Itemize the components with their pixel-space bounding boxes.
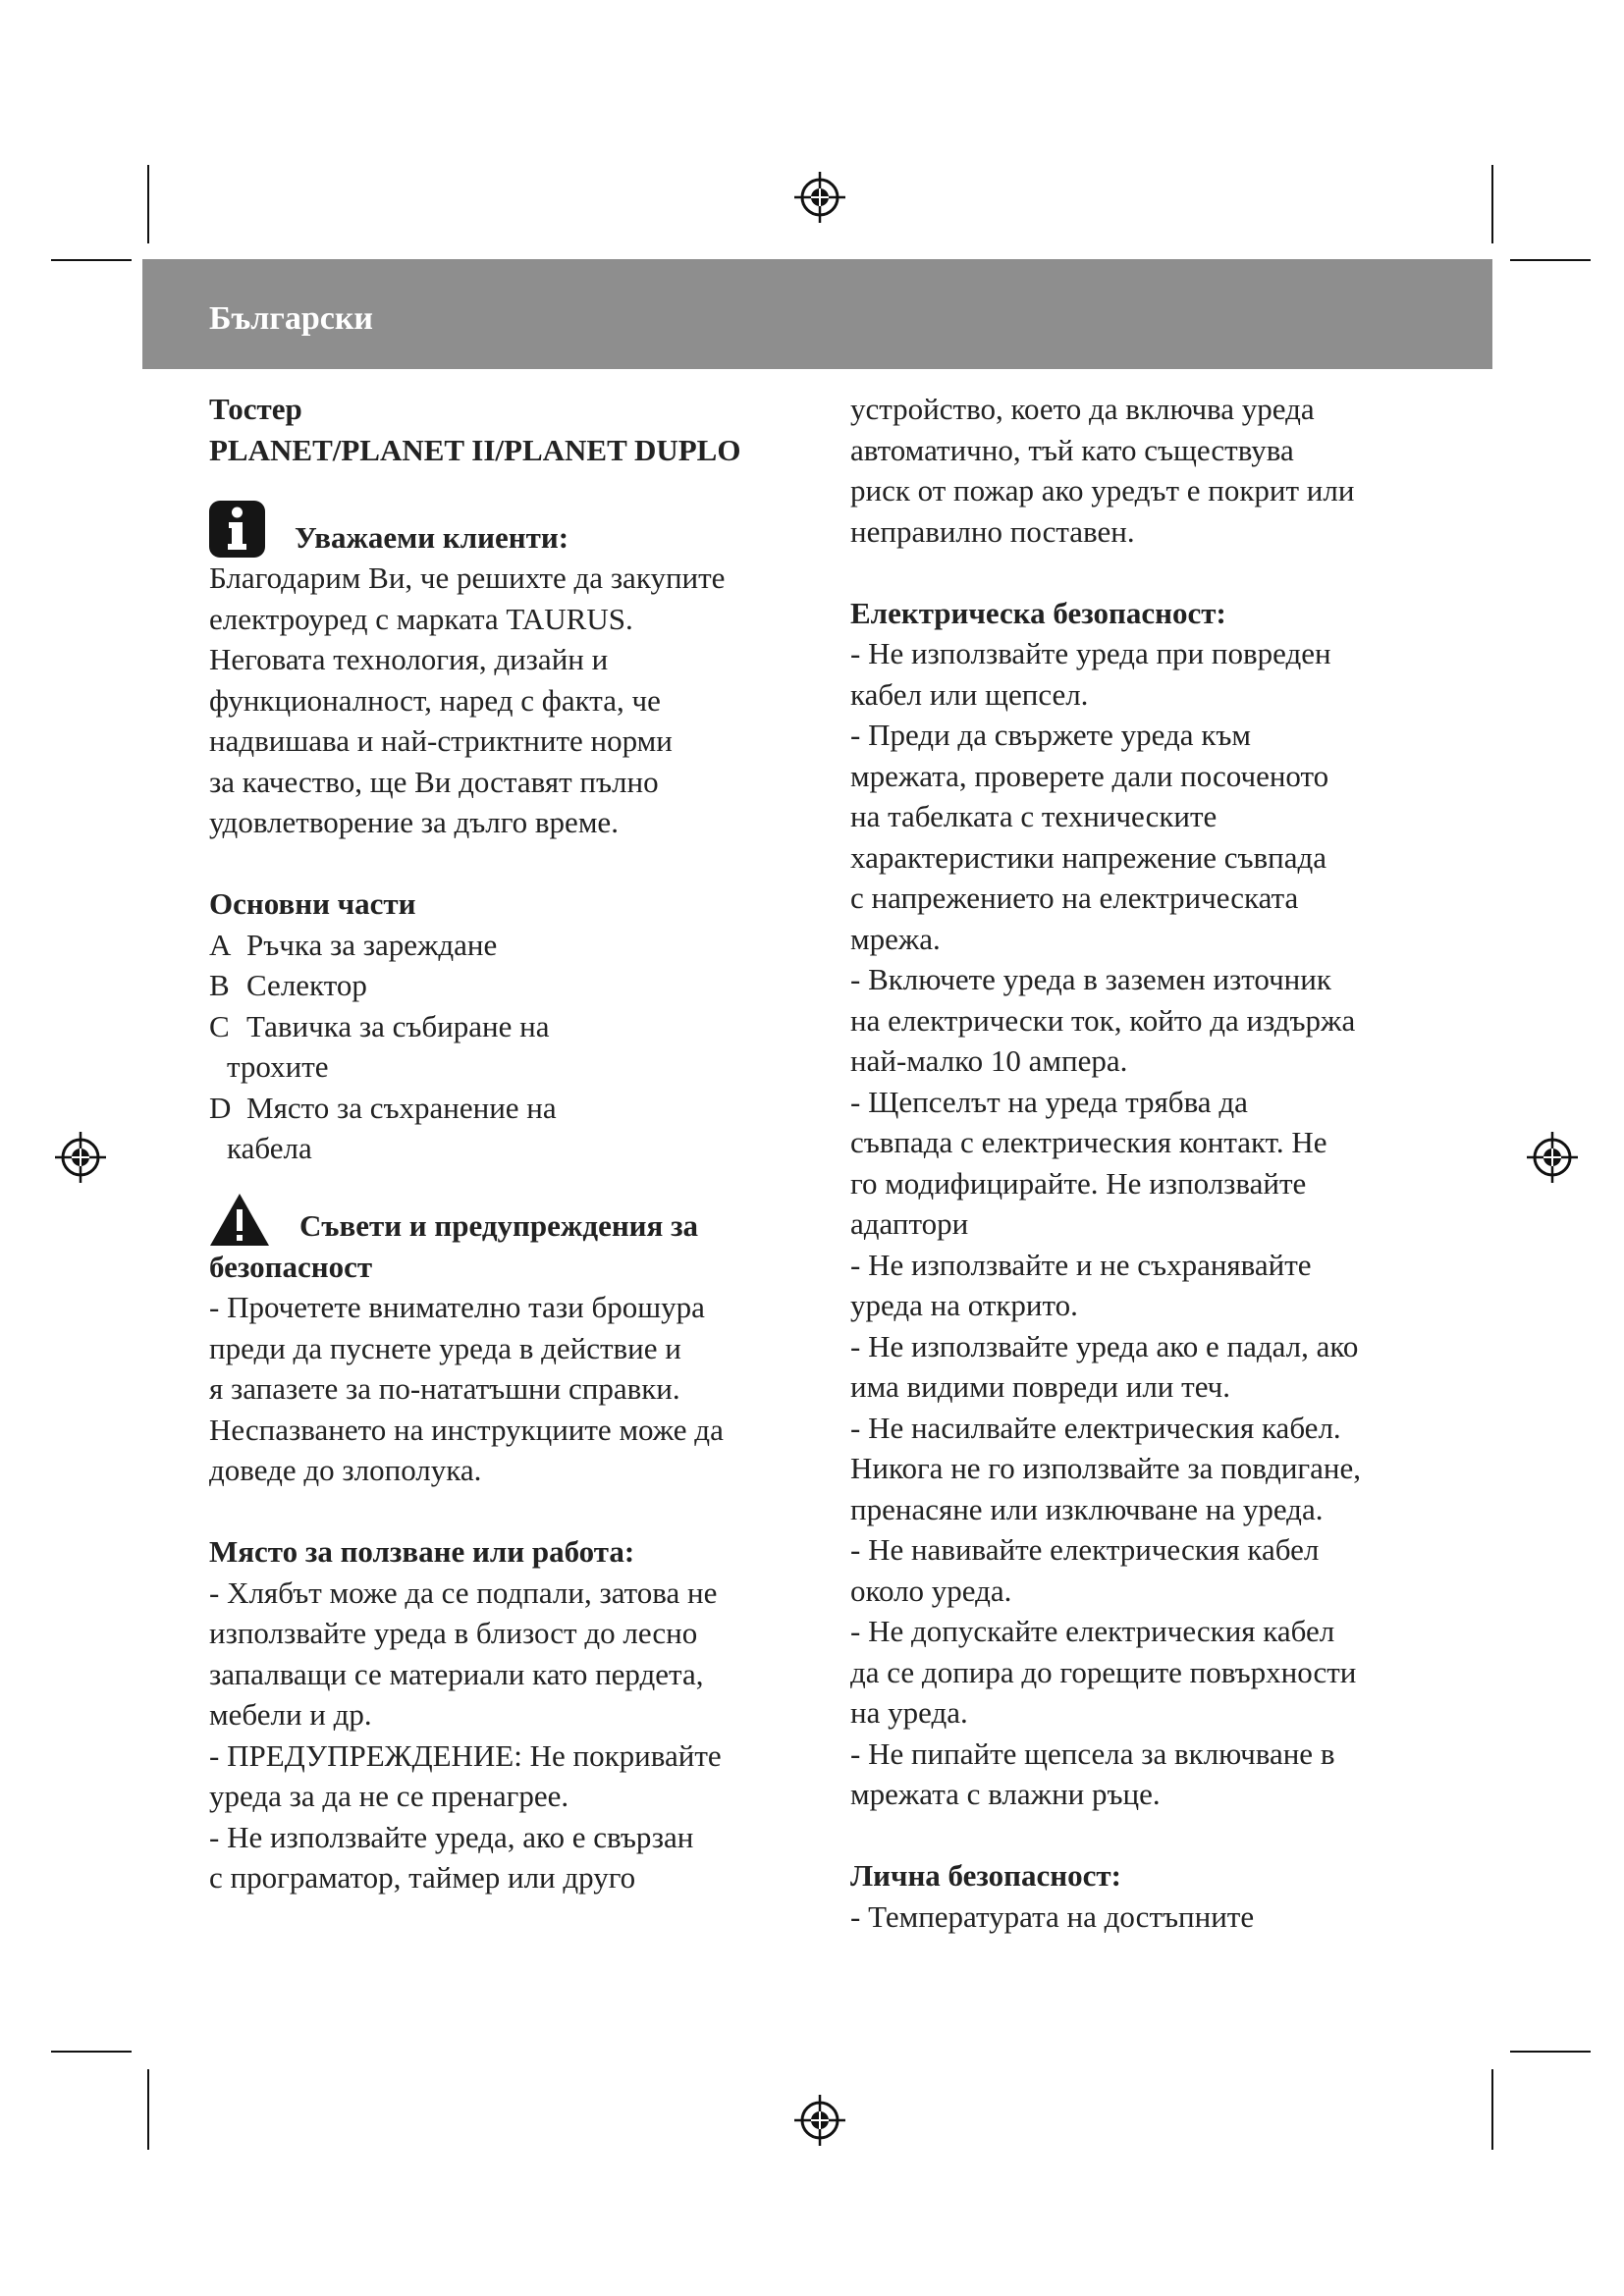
crop-mark	[147, 165, 149, 243]
list-text: Ръчка за зареждане	[246, 927, 498, 962]
electrical-line: кабел или щепсел.	[850, 676, 1089, 712]
warning-icon	[209, 1192, 270, 1247]
electrical-line: мрежата с влажни ръце.	[850, 1777, 1161, 1811]
registration-mark-icon	[792, 2093, 847, 2148]
electrical-line: го модифицирайте. Не използвайте	[850, 1165, 1307, 1201]
crop-mark	[1491, 2069, 1493, 2150]
crop-mark	[51, 2051, 132, 2053]
electrical-line: с напрежението на електрическата	[850, 881, 1299, 915]
electrical-heading: Електрическа безопасност:	[850, 595, 1226, 630]
list-letter: C	[209, 1008, 230, 1043]
continued-line: автоматично, тъй като съществува	[850, 432, 1294, 467]
right-column	[850, 389, 1459, 1937]
intro-line: удовлетворение за дълго време.	[209, 805, 619, 839]
electrical-line: на електрически ток, който да издържа	[850, 1002, 1356, 1038]
parts-heading: Основни части	[209, 886, 416, 921]
electrical-line: - Не допускайте електрическия кабел	[850, 1614, 1335, 1648]
list-item	[209, 1006, 818, 1047]
electrical-line: да се допира до горещите повърхности	[850, 1654, 1357, 1689]
electrical-line: уреда на открито.	[850, 1288, 1078, 1322]
crop-mark	[1510, 2051, 1591, 2053]
electrical-line: Никога не го използвайте за повдигане,	[850, 1451, 1361, 1485]
continued-line: неправилно поставен.	[850, 513, 1135, 549]
electrical-line: - Не използвайте и не съхранявайте	[850, 1247, 1312, 1282]
product-model: PLANET/PLANET II/PLANET DUPLO	[209, 432, 741, 467]
electrical-line: - Не използвайте уреда ако е падал, ако	[850, 1328, 1359, 1363]
intro-line: Неговата технология, дизайн и	[209, 642, 609, 676]
safety-line: я запазете за по-нататъшни справки.	[209, 1371, 680, 1406]
electrical-line: съвпада с електрическия контакт. Не	[850, 1125, 1327, 1159]
place-line: с програматор, таймер или друго	[209, 1860, 636, 1895]
info-icon	[209, 501, 265, 558]
list-letter: B	[209, 968, 230, 1002]
list-text-continued: трохите	[227, 1049, 329, 1084]
place-line: - Не използвайте уреда, ако е свързан	[209, 1819, 694, 1854]
intro-line: Благодарим Ви, че решихте да закупите	[209, 561, 726, 595]
continued-line: риск от пожар ако уредът е покрит или	[850, 473, 1355, 507]
crop-mark	[147, 2069, 149, 2150]
personal-heading: Лична безопасност:	[850, 1858, 1121, 1893]
list-text: Място за съхранение на	[246, 1090, 557, 1125]
language-header-bar	[142, 259, 1492, 369]
crop-mark	[1491, 165, 1493, 243]
safety-line: - Прочетете внимателно тази брошура	[209, 1290, 705, 1324]
electrical-line: - Включете уреда в заземен източник	[850, 962, 1331, 996]
electrical-line: пренасяне или изключване на уреда.	[850, 1491, 1324, 1526]
intro-line: за качество, ще Ви доставят пълно	[209, 764, 659, 799]
product-type: Тостер	[209, 392, 302, 426]
registration-mark-icon	[792, 170, 847, 225]
language-title: Български	[209, 300, 373, 337]
place-line: уреда за да не се пренагрее.	[209, 1779, 569, 1813]
safety-heading-continued: безопасност	[209, 1249, 373, 1284]
personal-line: - Температурата на достъпните	[850, 1898, 1255, 1934]
place-line: - ПРЕДУПРЕЖДЕНИЕ: Не покривайте	[209, 1737, 722, 1773]
list-text: Тавичка за събиране на	[246, 1008, 550, 1043]
list-item	[209, 1088, 818, 1129]
place-line: използвайте уреда в близост до лесно	[209, 1616, 698, 1650]
electrical-line: на табелката с техническите	[850, 799, 1218, 833]
electrical-line: около уреда.	[850, 1573, 1012, 1608]
crop-mark	[51, 259, 132, 261]
list-text-continued: кабела	[227, 1131, 312, 1165]
electrical-line: най-малко 10 ампера.	[850, 1043, 1128, 1078]
intro-heading-row	[209, 496, 818, 558]
crop-mark	[1510, 259, 1591, 261]
list-letter: A	[209, 927, 232, 962]
place-line: запалващи се материали като пердета,	[209, 1656, 704, 1691]
intro-line: електроуред с марката TAURUS.	[209, 601, 633, 636]
safety-line: доведе до злополука.	[209, 1453, 482, 1487]
registration-mark-icon	[1525, 1130, 1580, 1185]
safety-line: Неспазването на инструкциите може да	[209, 1412, 724, 1447]
electrical-line: на уреда.	[850, 1695, 968, 1730]
electrical-line: - Преди да свържете уреда към	[850, 718, 1252, 752]
intro-line: функционалност, наред с факта, че	[209, 682, 661, 718]
list-item	[209, 965, 818, 1006]
list-text: Селектор	[246, 968, 367, 1002]
registration-mark-icon	[53, 1130, 108, 1185]
place-line: мебели и др.	[209, 1697, 372, 1732]
electrical-line: - Не насилвайте електрическия кабел.	[850, 1410, 1341, 1445]
electrical-line: - Щепселът на уреда трябва да	[850, 1084, 1248, 1119]
electrical-line: мрежата, проверете дали посоченото	[850, 758, 1329, 793]
electrical-line: - Не навивайте електрическия кабел	[850, 1532, 1320, 1567]
electrical-line: - Не пипайте щепсела за включване в	[850, 1735, 1335, 1771]
continued-line: устройство, което да включва уреда	[850, 392, 1315, 426]
safety-heading-row	[209, 1185, 818, 1247]
electrical-line: има видими повреди или теч.	[850, 1369, 1231, 1404]
place-heading: Място за ползване или работа:	[209, 1534, 635, 1569]
electrical-line: мрежа.	[850, 921, 941, 956]
electrical-line: характеристики напрежение съвпада	[850, 839, 1327, 875]
safety-heading: Съвети и предупреждения за	[299, 1208, 699, 1243]
list-item	[209, 925, 818, 966]
electrical-line: адаптори	[850, 1206, 969, 1241]
left-column	[209, 389, 818, 1898]
intro-line: надвишава и най-стриктните норми	[209, 723, 673, 758]
electrical-line: - Не използвайте уреда при повреден	[850, 636, 1331, 670]
list-letter: D	[209, 1090, 232, 1125]
intro-heading: Уважаеми клиенти:	[295, 519, 569, 555]
safety-line: преди да пуснете уреда в действие и	[209, 1330, 681, 1365]
place-line: - Хлябът може да се подпали, затова не	[209, 1575, 718, 1610]
